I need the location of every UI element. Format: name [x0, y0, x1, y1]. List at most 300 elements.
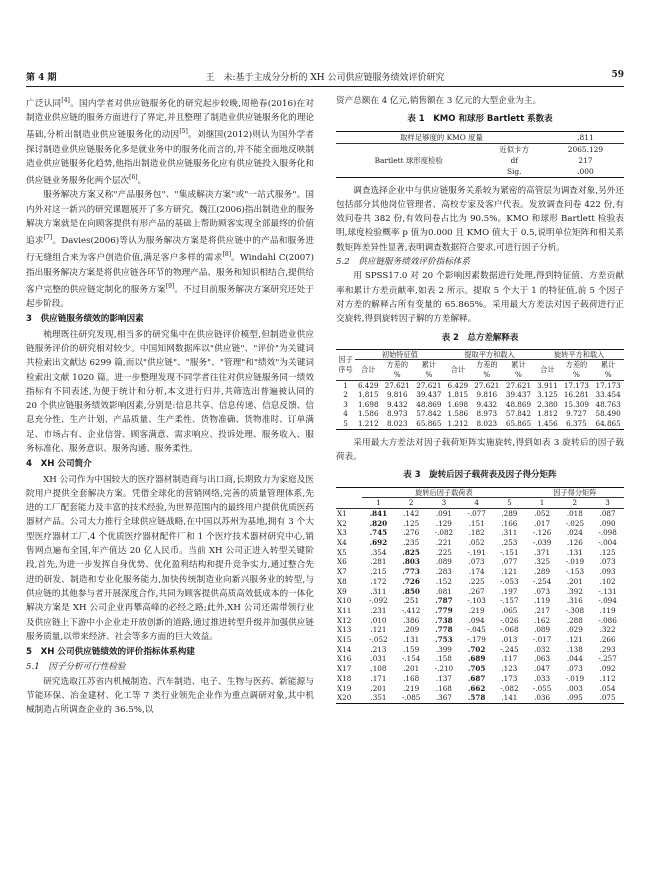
table-cell: .266: [599, 635, 616, 645]
table-cell: -.094: [598, 596, 617, 606]
table-cell: -.257: [598, 654, 617, 664]
table-2-caption: 表 2 总方差解释表: [441, 332, 519, 343]
table-cell: .054: [599, 683, 616, 693]
row-variable-label: X7: [337, 567, 347, 577]
table-cell: .138: [566, 644, 583, 654]
table-cell: .152: [435, 576, 452, 586]
paragraph-lit-review-2: 服务解决方案又称"产品服务包"、"集成解决方案"或"一站式服务"。国内外对这一新兴的研究课题展开了多方研究。魏江(2006)指出制造业的服务解决方案就是在向顾客提供有形产品的基础上帮助顾客实现全部最终的价值追求[7]。Davies(2006)等认为服务解决方案是将供应链中的产品和服务进行无缝组合来为客户创造价值,满足客户多样的需求[8]。Windahl C(2007)指出服务解决方案是将供应链各环节的物理产品、服务和知识相结合,提供给客户完整的供应链定制化的服务方案[9]。不过目前服务解决方案研究还处于起步阶段。: [26, 190, 314, 310]
right-column: [336, 94, 624, 704]
table-cell: 8.973: [476, 409, 498, 419]
table-cell: .087: [599, 508, 616, 518]
table-cell: .288: [566, 615, 583, 625]
table-cell: .850: [402, 586, 420, 596]
table-cell: 8.023: [476, 419, 498, 429]
table-cell: 33.454: [595, 390, 621, 400]
table-cell: -.191: [467, 547, 486, 557]
table-cell: .129: [435, 518, 452, 528]
table-cell: .662: [467, 683, 486, 693]
row-variable-label: X18: [337, 673, 352, 683]
table-cell: 1.815: [447, 390, 469, 400]
col-header-total: 合计: [534, 360, 560, 380]
table-cell: .073: [566, 664, 583, 674]
table-cell: .036: [534, 693, 551, 703]
table-cell: 1.212: [447, 419, 469, 429]
table-cell: .151: [468, 518, 485, 528]
table-cell: -.004: [598, 538, 617, 548]
table-cell: .073: [468, 557, 485, 567]
table-cell: .017: [534, 518, 551, 528]
table-cell: .253: [501, 538, 518, 548]
table-cell: .073: [599, 557, 616, 567]
table-cell: .692: [369, 538, 388, 548]
table-1-caption: 表 1 KMO 和球形 Bartlett 系数表: [407, 114, 553, 125]
table-cell: .209: [403, 625, 420, 635]
table-cell: .091: [435, 508, 452, 518]
table-cell: .293: [599, 644, 616, 654]
col-header-percent: %: [393, 370, 401, 380]
table-row: [336, 380, 624, 390]
table-row: [336, 684, 624, 694]
table-cell: .803: [402, 557, 420, 567]
table-cell: .119: [534, 596, 551, 606]
table-cell: .354: [370, 547, 387, 557]
col-header-factor-number: 2: [572, 498, 578, 508]
kmo-value: .811: [577, 132, 594, 142]
table-cell: 48.869: [505, 399, 532, 409]
table-cell: 27.621: [416, 380, 442, 390]
table-row: [336, 625, 624, 635]
col-header-percent: %: [515, 370, 522, 380]
row-variable-label: X14: [337, 644, 352, 654]
col-header-percent: %: [604, 370, 612, 380]
table-cell: .251: [403, 596, 420, 606]
table-cell: -.019: [565, 673, 585, 683]
table-cell: .787: [435, 596, 453, 606]
table-cell: .081: [435, 586, 452, 596]
table-cell: .112: [599, 673, 616, 683]
table-row: [336, 635, 624, 645]
table-cell: .131: [403, 635, 420, 645]
table-cell: .010: [370, 615, 387, 625]
table-cell: .093: [599, 567, 616, 577]
table-cell: .841: [369, 508, 388, 518]
table-cell: .283: [435, 567, 452, 577]
paragraph-company-intro: XH 公司作为中国较大的医疗器材制造商与出口商,长期致力为家庭及医院用户提供全套解决方案。凭借全球化的营销网络,完善的质量管理体系,先进的工厂配套能力及丰富的技术经验,为世界范围内的最终用户提供优质医药器材产品。公司大力推行全球供应链战略,在中国以苏州为基地,拥有 3 个大型医疗器材工厂,4 个优质医疗器材配件厂和 1 个医疗技术器材研究中心,销售网点遍布全国,年产值达 20 亿人民币。当前 XH 公司正进入转型关键阶段,首先,为进一步发挥自身优势、优化盈利结构和提升竞争实力,通过整合先进的研发、制造和专业化服务能力,加快传统制造业向新兴服务业的转型,与供应链的其他参与者开展深度合作,共同为顾客提供高质高效低成本的一体化解决方案是 XH 公司企业再攀高峰的必经之路;此外,XH 公司还需带领行业及供应链上下游中小企业走开放创新的道路,通过推进转型升级并加强供应链服务质量,以带来经济、社会等多方面的巨大效益。: [26, 474, 314, 642]
table-cell: 1.698: [447, 399, 469, 409]
table-cell: 16.281: [563, 390, 589, 400]
table-row: [336, 508, 624, 518]
table-cell: .173: [501, 673, 518, 683]
table-row: [336, 538, 624, 548]
table-cell: .215: [370, 567, 387, 577]
col-header-total: 合计: [355, 360, 381, 380]
table-cell: .399: [435, 644, 452, 654]
table-cell: .075: [599, 693, 616, 703]
table-cell: .778: [435, 625, 453, 635]
table-cell: -.019: [565, 557, 585, 567]
table-cell: .705: [467, 664, 486, 674]
table-cell: .073: [534, 586, 551, 596]
table-cell: .311: [501, 528, 518, 538]
table-cell: 2.380: [537, 399, 558, 409]
col-header-factor-number: 2: [408, 498, 414, 508]
running-title: 王 未:基于主成分分析的 XH 公司供应链服务绩效评价研究: [205, 73, 445, 83]
col-header-var: 方差的: [476, 360, 498, 370]
table-cell: .726: [402, 576, 420, 586]
table-cell: .162: [534, 615, 551, 625]
table-cell: 1.815: [357, 390, 379, 400]
table-cell: -.210: [434, 664, 454, 674]
table-row: [336, 557, 624, 567]
col-header-factor: 因子 序号: [336, 349, 355, 380]
table-cell: .201: [370, 683, 387, 693]
table-row: [336, 645, 624, 655]
paragraph-feasibility: 研究选取江苏省内机械制造、汽车制造、电子、生物与医药、新能源与节能环保、冶金建材、化工等 7 类行业领先企业作为重点调研对象,其中机械制造占所调查企业的 36.5%,以: [26, 676, 314, 716]
table-cell: .289: [501, 508, 518, 518]
page-number: 59: [611, 70, 624, 80]
section-heading-3: 3 供应链服务绩效的影响因素: [26, 314, 144, 325]
table-cell: .219: [468, 605, 485, 615]
table-cell: 65.865: [416, 419, 442, 429]
table-row: [336, 409, 624, 419]
col-header-cum: 累计: [421, 360, 437, 370]
table-cell: -.086: [598, 615, 617, 625]
row-variable-label: X8: [337, 576, 347, 586]
table-cell: .578: [467, 693, 486, 703]
col-header-percent: %: [425, 370, 433, 380]
table-cell: 8.973: [386, 409, 408, 419]
table-cell: .131: [566, 547, 583, 557]
table-cell: .773: [402, 567, 420, 577]
table-cell: -.308: [565, 605, 585, 615]
col-group-initial: 初始特征值: [355, 349, 445, 360]
row-variable-label: X5: [337, 547, 347, 557]
table-cell: .367: [435, 693, 452, 703]
table-row: [336, 654, 624, 664]
table-cell: 39.437: [505, 390, 532, 400]
table-row: [336, 616, 624, 626]
section-heading-4: 4 XH 公司简介: [26, 459, 92, 470]
row-variable-label: X9: [337, 586, 347, 596]
table-total-variance: [336, 349, 624, 430]
table-cell: .117: [501, 654, 518, 664]
table-row: [336, 528, 624, 538]
col-group-rotated-loadings: 旋转后因子载荷表: [362, 487, 526, 498]
table-cell: .392: [566, 586, 583, 596]
table-cell: .142: [403, 508, 420, 518]
table-cell: .753: [435, 635, 453, 645]
table-cell: .689: [467, 654, 486, 664]
table-row: [336, 390, 624, 400]
table-row: [336, 567, 624, 577]
table-cell: 17.173: [563, 380, 589, 390]
subsection-heading-5-2: 5.2 供应链服务绩效评价指标体系: [336, 257, 470, 268]
table-cell: .121: [566, 635, 583, 645]
table-cell: .182: [468, 528, 485, 538]
table-cell: -.179: [467, 635, 486, 645]
table-cell: .281: [370, 557, 387, 567]
table-row: [336, 419, 624, 429]
table-cell: .121: [370, 625, 387, 635]
table-row: [336, 596, 624, 606]
table-cell: .168: [403, 673, 420, 683]
subsection-heading-5-1: 5.1 因子分析可行性检验: [26, 662, 126, 673]
table-kmo-bartlett: [336, 131, 624, 178]
col-header-factor-number: 1: [539, 498, 545, 508]
table-cell: .065: [501, 605, 518, 615]
table-cell: 17.173: [595, 380, 621, 390]
table-cell: .108: [370, 664, 387, 674]
table-cell: .077: [501, 557, 518, 567]
table-cell: 57.842: [416, 409, 442, 419]
table-cell: -.045: [467, 625, 486, 635]
table-cell: 1.586: [447, 409, 469, 419]
table-cell: .386: [403, 615, 420, 625]
table-cell: .702: [467, 644, 486, 654]
table-cell: .018: [566, 508, 583, 518]
table-cell: 57.842: [505, 409, 532, 419]
table-cell: 9.816: [386, 390, 408, 400]
table-cell: .213: [370, 644, 387, 654]
table-cell: -.254: [532, 576, 552, 586]
table-cell: 1.456: [537, 419, 558, 429]
table-row: [336, 548, 624, 558]
paragraph-continued: 资产总额在 4 亿元,销售额在 3 亿元的大型企业为主。: [336, 96, 542, 106]
paragraph-lit-review-1: 广泛认同[4]。国内学者对供应链服务化的研究起步较晚,周艳春(2016)在对制造业供应链的服务方面进行了界定,并且整理了制造业供应链服务化的理论基础,分析出制造业供应链服务化的动因[5]。刘继国(2012)则认为国外学者探讨制造业供应链服务化多是就业务中的服务化而言的,并不能全面地反映制造业供应链服务化趋势,他指出制造业供应链服务化应有供应链投入服务化和供应链业务服务化两个层次[6]。: [26, 97, 315, 187]
table-cell: .090: [599, 518, 616, 528]
table-cell: 48.763: [595, 399, 621, 409]
table-cell: -.026: [500, 615, 519, 625]
table-cell: .089: [435, 557, 452, 567]
row-variable-label: X10: [337, 596, 352, 606]
table-cell: .745: [369, 528, 388, 538]
bartlett-key: df: [510, 155, 518, 165]
table-cell: -.126: [532, 528, 552, 538]
col-header-percent: %: [572, 370, 580, 380]
table-row: [336, 693, 624, 703]
row-variable-label: X4: [337, 538, 347, 548]
table-cell: .172: [370, 576, 387, 586]
table-cell: 48.869: [416, 399, 442, 409]
table-cell: -.082: [434, 528, 454, 538]
table-cell: 6.375: [566, 419, 587, 429]
table-cell: .166: [501, 518, 518, 528]
table-cell: .094: [468, 615, 485, 625]
table-cell: .197: [501, 586, 518, 596]
col-header-var: 方差的: [386, 360, 409, 370]
table-cell: -.053: [500, 576, 519, 586]
table-cell: .311: [370, 586, 387, 596]
col-group-score-matrix: 因子得分矩阵: [526, 487, 624, 498]
table-cell: -.055: [532, 683, 552, 693]
table-cell: .779: [435, 605, 453, 615]
col-header-total: 合计: [445, 360, 471, 380]
table-3-caption: 表 3 旋转后因子载荷表及因子得分矩阵: [403, 470, 557, 481]
table-cell: .820: [369, 518, 388, 528]
table-cell: -.092: [369, 596, 388, 606]
table-cell: 9.727: [566, 409, 587, 419]
table-cell: -.052: [369, 635, 388, 645]
table-cell: -.131: [598, 586, 617, 596]
table-cell: .126: [566, 538, 583, 548]
bartlett-value: .000: [577, 166, 594, 176]
table-cell: .089: [534, 625, 551, 635]
bartlett-key: Sig.: [506, 166, 522, 176]
table-cell: .102: [599, 576, 616, 586]
table-cell: .024: [566, 528, 583, 538]
table-cell: -.068: [500, 625, 519, 635]
table-cell: .316: [566, 596, 583, 606]
running-header: [26, 68, 624, 87]
table-cell: .029: [566, 625, 583, 635]
row-variable-label: X6: [337, 557, 347, 567]
table-row: [336, 587, 624, 597]
row-variable-label: X1: [337, 508, 347, 518]
table-row: [336, 674, 624, 684]
table-cell: .158: [435, 654, 452, 664]
table-cell: -.077: [467, 508, 486, 518]
table-cell: -.154: [401, 654, 421, 664]
table-cell: .044: [566, 654, 583, 664]
section-heading-5: 5 XH 公司供应链绩效的评价指标体系构建: [26, 647, 195, 658]
table-cell: .351: [370, 693, 387, 703]
table-cell: .063: [534, 654, 551, 664]
table-rotated-loadings: [336, 487, 624, 704]
row-factor-number: 4: [343, 409, 348, 419]
table-cell: .095: [566, 693, 583, 703]
table-cell: 1.212: [357, 419, 379, 429]
table-cell: -.085: [401, 693, 421, 703]
table-cell: .121: [501, 567, 518, 577]
table-cell: .825: [402, 547, 420, 557]
table-cell: 39.437: [416, 390, 442, 400]
row-variable-label: X2: [337, 518, 347, 528]
row-variable-label: X15: [337, 635, 352, 645]
table-cell: 65.865: [505, 419, 532, 429]
bartlett-value: 2065.129: [567, 144, 604, 154]
row-variable-label: X11: [337, 605, 352, 615]
col-header-factor-number: 3: [605, 498, 610, 508]
table-cell: .325: [534, 557, 551, 567]
col-header-factor-number: 1: [376, 498, 381, 508]
table-cell: 15.309: [563, 399, 589, 409]
table-cell: .276: [403, 528, 420, 538]
col-header-factor-number: 3: [441, 498, 447, 508]
table-cell: 9.432: [386, 399, 408, 409]
table-cell: .322: [599, 625, 616, 635]
table-cell: .201: [566, 576, 583, 586]
table-cell: 6.429: [357, 380, 379, 390]
table-cell: .047: [534, 664, 551, 674]
table-cell: .371: [534, 547, 551, 557]
table-cell: 27.621: [384, 380, 410, 390]
table-cell: 3.125: [537, 390, 558, 400]
row-factor-number: 3: [343, 399, 348, 409]
row-variable-label: X20: [337, 693, 352, 703]
kmo-label: 取样足够度的 KMO 度量: [399, 132, 483, 142]
table-cell: 9.816: [476, 390, 498, 400]
col-group-rotation: 旋转平方和载入: [534, 349, 624, 360]
table-cell: .125: [599, 547, 616, 557]
table-cell: .159: [403, 644, 420, 654]
table-cell: .235: [403, 538, 420, 548]
table-cell: .687: [467, 673, 486, 683]
table-cell: -.157: [500, 596, 519, 606]
col-header-cum: 累计: [511, 360, 526, 370]
table-cell: .137: [435, 673, 452, 683]
paragraph-spss: 用 SPSS17.0 对 20 个影响因素数据进行处理,得到特征值、方差贡献率和累计方差贡献率,如表 2 所示。提取 5 个大于 1 的特征值,前 5 个因子对方差的解释占所有变量的 65.865%。采用最大方差法对因子载荷进行正交旋转,得到旋转因子解的方差解释。: [336, 271, 624, 325]
table-cell: 64.865: [595, 419, 621, 429]
table-cell: 27.621: [505, 380, 532, 390]
table-cell: 1.698: [357, 399, 379, 409]
table-cell: 1.812: [537, 409, 558, 419]
table-cell: .168: [435, 683, 452, 693]
paragraph-survey: 调查选择企业中与供应链服务关系较为紧密的高管层为调查对象,另外还包括部分其他岗位管理者、高校专家及客户代表。发放调查问卷 422 份,有效问卷共 382 份,有效问卷占比为 90.5%。KMO 和球形 Bartlett 检验表明,球度检验概率 p 值为0.000 且 KMO 值大于 0.5,说明单位矩阵和相关系数矩阵差异性显著,表明调查数据符合要求,可进行因子分析。: [336, 185, 624, 253]
table-cell: .119: [599, 605, 616, 615]
table-cell: .219: [403, 683, 420, 693]
table-cell: .052: [468, 538, 485, 548]
table-cell: 9.432: [476, 399, 498, 409]
table-cell: -.153: [565, 567, 585, 577]
table-cell: -.245: [500, 644, 519, 654]
table-cell: .052: [534, 508, 551, 518]
table-cell: .125: [403, 518, 420, 528]
table-cell: -.103: [467, 596, 486, 606]
table-cell: .171: [370, 673, 387, 683]
paragraph-rotation: 采用最大方差法对因子载荷矩阵实施旋转,得到如表 3 旋转后的因子载荷表。: [336, 437, 624, 462]
table-cell: 58.490: [595, 409, 621, 419]
bartlett-value: 217: [578, 155, 593, 165]
table-row: [336, 577, 624, 587]
table-cell: .141: [501, 693, 518, 703]
table-cell: .231: [370, 605, 387, 615]
table-row: [336, 664, 624, 674]
table-cell: .225: [435, 547, 452, 557]
paragraph-influencing-factors: 梳理既往研究发现,相当多的研究集中在供应链评价模型,但制造业供应链服务评价的研究相对较少。中国知网数据库以"供应链"、"评价"为关键词共检索出文献达 6299 篇,而以"供应链"、"服务"、"管理"和"绩效"为关键词检索出文献 1020 篇。进一步整理发现不同学者往往对供应链服务同一绩效指标有不同表述,为便于统计和分析,本文进行归并,共筛选出普遍被认同的 20 个供应链服务绩效影响因素,分别是:信息共享、信息传递、信息反馈、信息充分性、生产计划、产品质量、生产柔性、货物准确、货物准时、订单满足、市场占有、企业信誉、顾客满意、需求响应、投诉处理、服务收入、服务标准化、服务意识、服务沟通、服务柔性。: [26, 329, 314, 454]
row-variable-label: X16: [337, 654, 352, 664]
table-cell: .032: [534, 644, 551, 654]
row-variable-label: X3: [337, 528, 347, 538]
col-header-percent: %: [483, 370, 491, 380]
table-cell: .013: [501, 635, 518, 645]
table-cell: .738: [435, 615, 453, 625]
table-cell: .174: [468, 567, 485, 577]
table-cell: -.017: [532, 635, 552, 645]
table-cell: 6.429: [447, 380, 469, 390]
row-factor-number: 1: [343, 380, 348, 390]
table-cell: 1.586: [357, 409, 379, 419]
row-variable-label: X19: [337, 683, 352, 693]
table-cell: -.098: [598, 528, 617, 538]
table-cell: .225: [468, 576, 485, 586]
row-factor-number: 2: [343, 390, 348, 400]
issue-number: 第 4 期: [26, 73, 57, 83]
table-cell: -.151: [500, 547, 519, 557]
table-cell: 8.023: [386, 419, 408, 429]
table-row: [336, 519, 624, 529]
table-cell: .003: [566, 683, 583, 693]
col-group-extraction: 提取平方和载入: [445, 349, 535, 360]
table-cell: .123: [501, 664, 518, 674]
table-cell: .201: [403, 664, 420, 674]
col-header-factor-number: 4: [474, 498, 479, 508]
table-cell: .031: [370, 654, 387, 664]
table-cell: .267: [468, 586, 485, 596]
left-column: [26, 94, 314, 718]
col-header-var: 方差的: [565, 360, 588, 370]
table-cell: .289: [534, 567, 551, 577]
table-cell: -.412: [401, 605, 421, 615]
